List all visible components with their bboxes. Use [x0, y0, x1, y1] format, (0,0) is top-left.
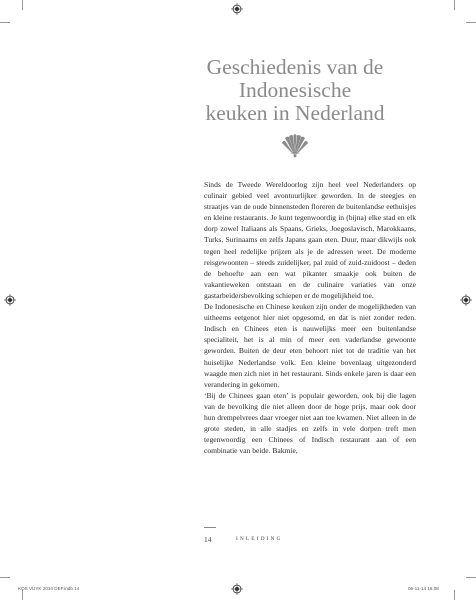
crop-mark — [22, 590, 23, 600]
registration-mark-top — [231, 3, 243, 15]
page-number: 14 — [204, 535, 212, 544]
crop-mark — [454, 590, 455, 600]
crop-mark — [0, 577, 10, 578]
crop-mark — [0, 22, 10, 23]
title-line-1: Geschiedenis van de — [206, 55, 384, 79]
footer-rule — [204, 527, 216, 528]
slug-timestamp: 06-11-14 16:08 — [408, 586, 439, 591]
chapter-title — [150, 56, 440, 125]
crop-mark — [466, 577, 476, 578]
title-line-3: keuken in Nederland — [205, 101, 385, 125]
fan-flourish-icon — [278, 132, 312, 158]
title-line-2: Indonesische — [238, 78, 352, 102]
paragraph: Sinds de Tweede Wereldoorlog zijn heel veel Nederlanders op culinair gebied veel avontuurlijker geworden. In de steegjes en straatjes van de oude binnensteden floreren de buitenlandse eethuisjes en kleine restaurants. Je kunt tegenwoordig in (bijna) elke stad en elk dorp zowel Italiaans als Spaans, Grieks, Joegoslavisch, Marokkaans, Turks, Surinaams en zelfs Japans gaan eten. Duur, maar dikwijls ook tegen heel redelijke prijzen als je de adressen weet. De moderne reisgewoonten – steeds zuidelijker, pal zuid of zuid-zuidoost – deden de behoefte aan een wat pikanter smaakje ook buiten de vakantieweken ontstaan en de culinaire variaties van onze gastarbeidersbevolking schiepen er de mogelijkheid toe. — [204, 180, 416, 300]
crop-mark — [454, 0, 455, 10]
running-footer-chapter: INLEIDING — [236, 536, 283, 542]
registration-mark-right — [460, 294, 472, 306]
crop-mark — [22, 0, 23, 10]
registration-mark-bottom — [231, 583, 243, 595]
crop-mark — [466, 22, 476, 23]
slug-filename: KOS VUYK 2014 DEF.indb 14 — [18, 586, 80, 591]
registration-mark-left — [4, 294, 16, 306]
body-text — [204, 179, 416, 456]
paragraph: De Indonesische en Chinese keuken zijn onder de mogelijkheden van uitheems eetgenot hier niet opgesomd, en dat is niet zonder reden. Indisch en Chinees eten is nauwelijks meer een buitenlandse specialiteit, het is al min of meer een vaderlandse gewoonte geworden. Buiten de deur eten behoort niet tot de traditie van het huiselijke Nederlandse volk. Een kleine bovenlaag uitgezonderd waagde men zich niet in het restaurant. Sinds enkele jaren is daar een verandering in gekomen. — [204, 302, 416, 389]
paragraph: ‘Bij de Chinees gaan eten’ is populair geworden, ook bij die lagen van de bevolking die niet alleen door de hoge prijs, maar ook door hun drempelvrees daar vroeger niet aan toe kwamen. Niet alleen in de grote steden, in alle stadjes en zelfs in vele dorpen treft men tegenwoordig een Chinees of Indisch restaurant aan of een combinatie van beide. Bakmie, — [204, 390, 416, 456]
